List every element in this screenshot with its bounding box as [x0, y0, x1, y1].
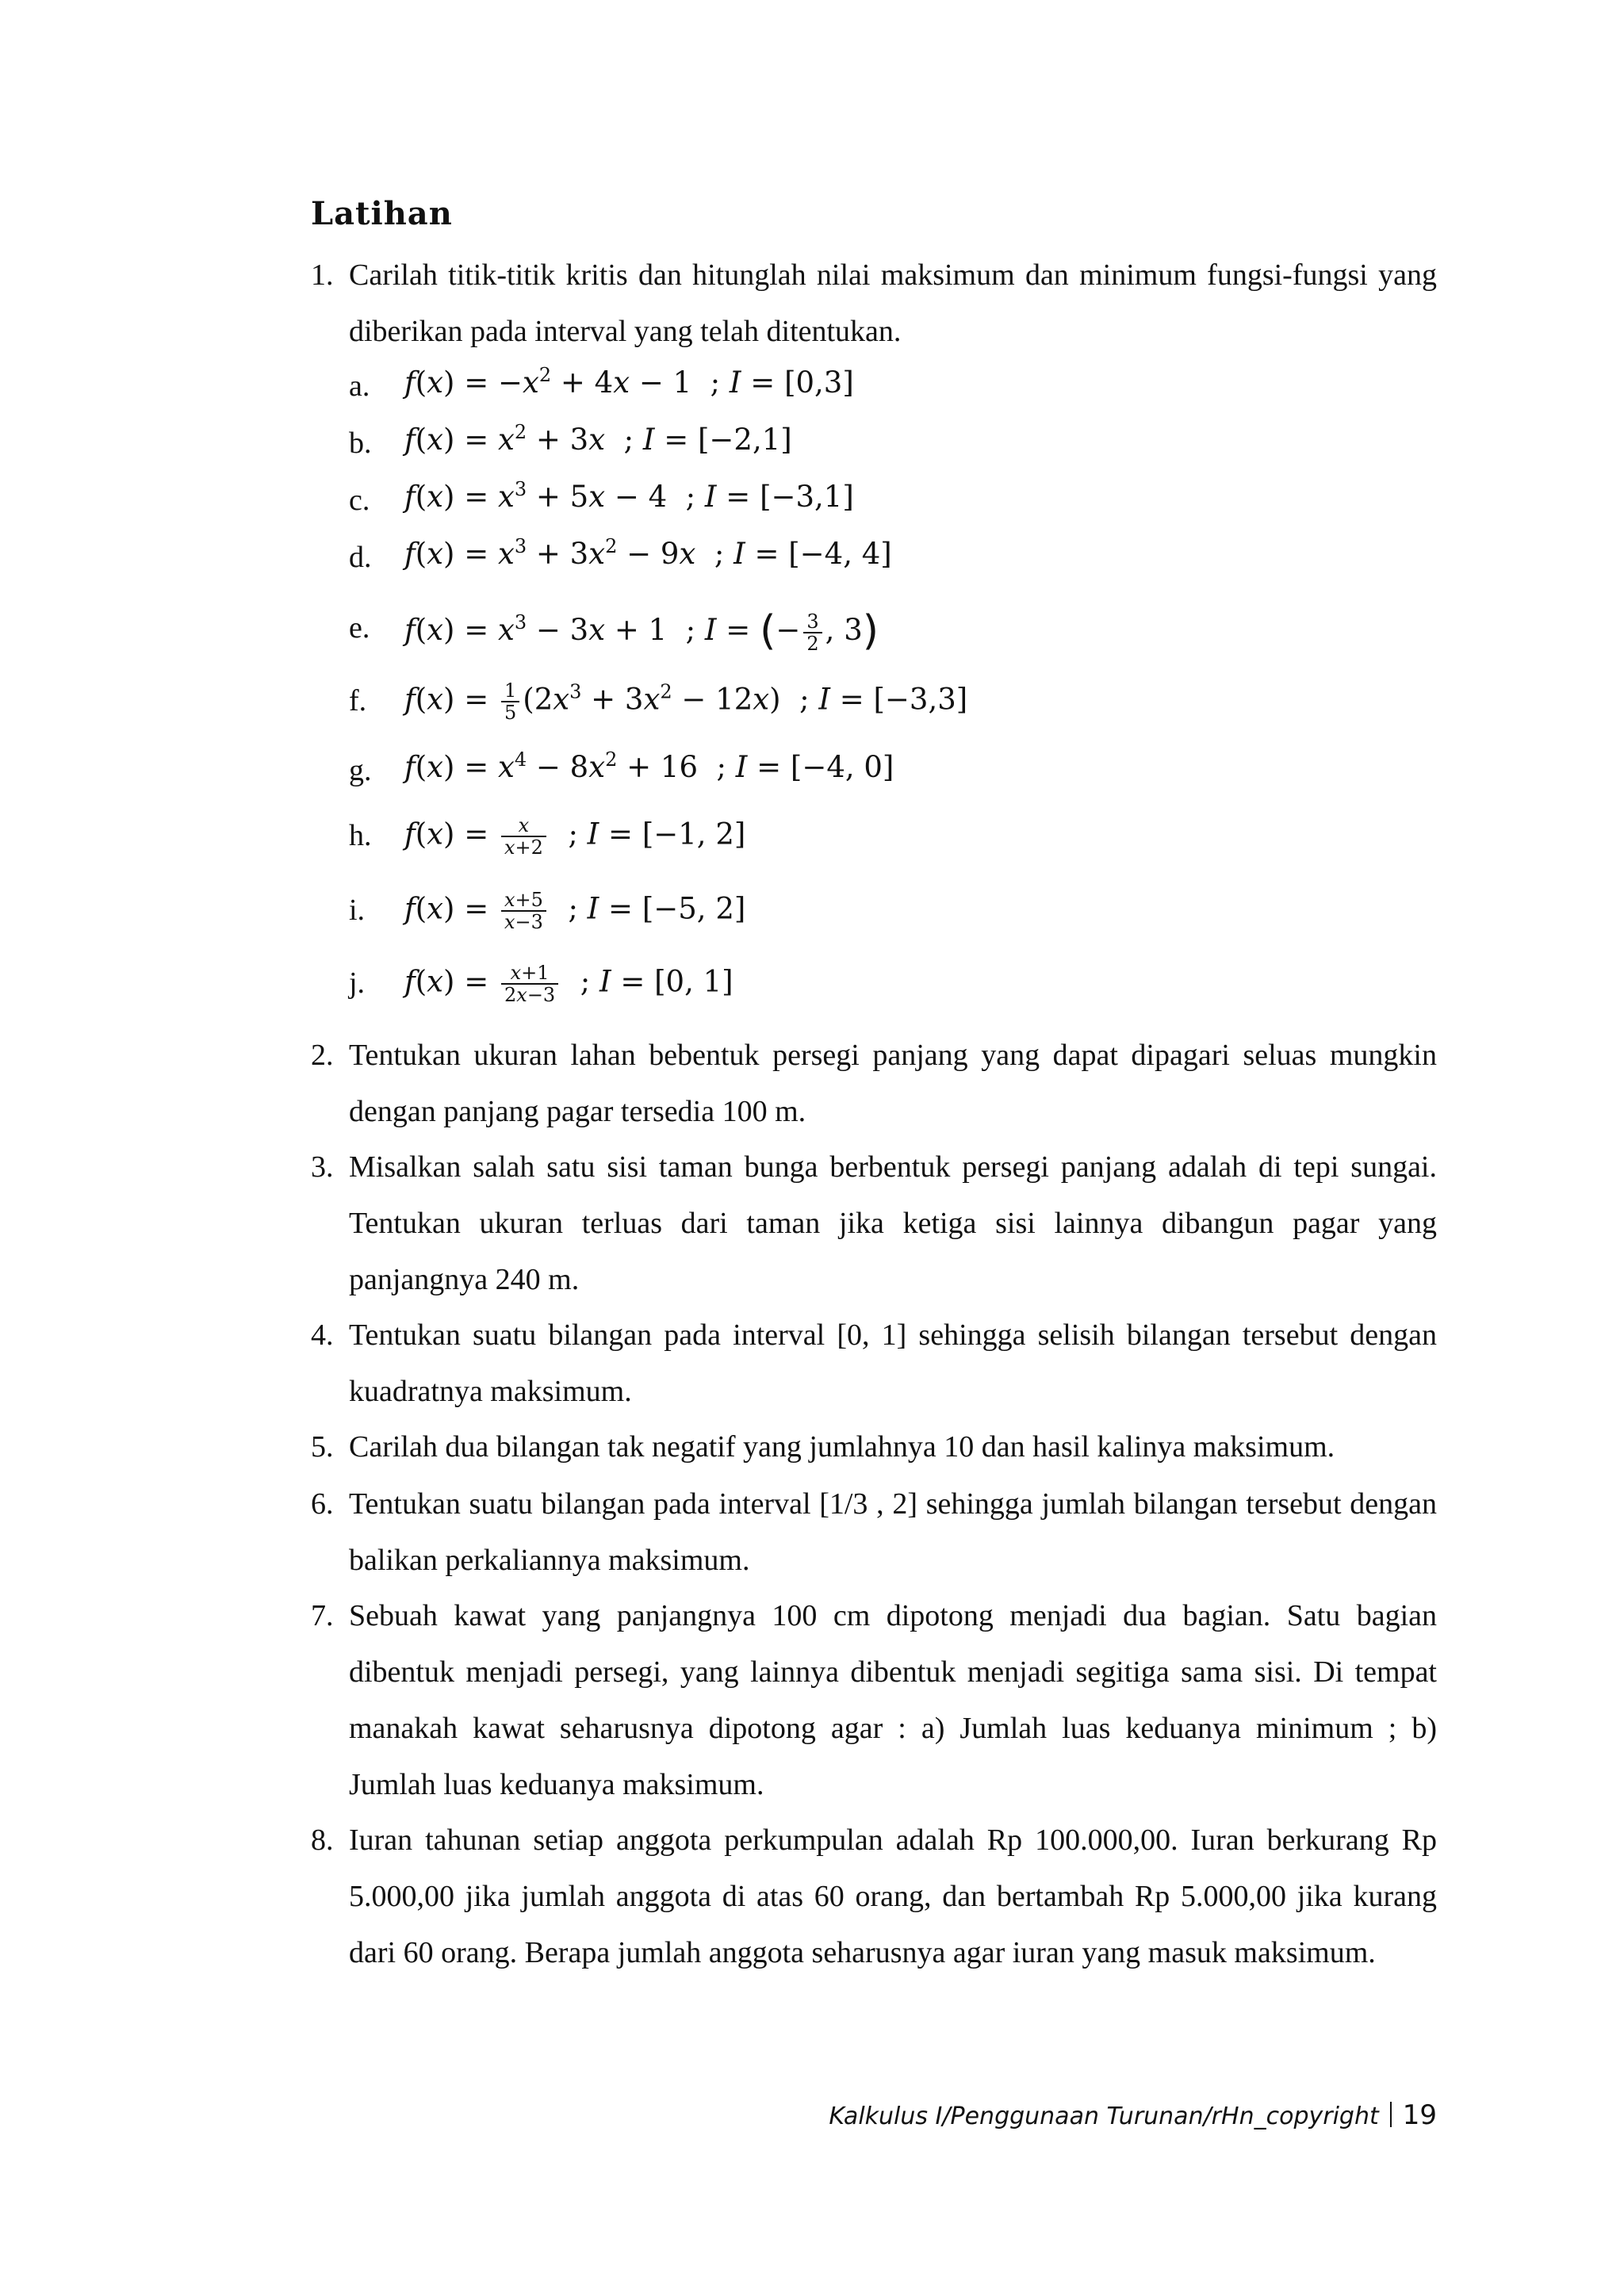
footer-text: Kalkulus I/Penggunaan Turunan/rHn_copyright	[829, 2103, 1379, 2130]
part-label: g.	[349, 754, 372, 787]
question-4	[311, 1307, 1437, 1420]
question-8	[311, 1812, 1437, 2038]
math-expression: $f(x) = x^3 + 3x^2 - 9x$ ; I = [−4, 4]	[404, 535, 892, 571]
question-text: Tentukan suatu bilangan pada interval [1/3 , 2] sehingga jumlah bilangan tersebut dengan balikan perkaliannya maksimum.	[349, 1487, 1437, 1577]
question-number: 8.	[311, 1823, 334, 1857]
math-expression: f(x) = $\frac{x+1}{2x-3}$ ; I = [0, 1]	[404, 962, 733, 1006]
page-footer	[829, 2099, 1437, 2131]
part-label: j.	[349, 966, 366, 1000]
section-heading: Latihan	[311, 195, 453, 232]
question-text: Tentukan suatu bilangan pada interval [0, 1] sehingga selisih bilangan tersebut dengan kuadratnya maksimum.	[349, 1318, 1437, 1408]
part-label: f.	[349, 684, 367, 718]
math-expression: $f(x) = x^3 - 3x + 1$ ; I = (− $\frac{3}{2}$ , 3)	[404, 607, 879, 655]
question-1	[311, 247, 1437, 360]
footer-divider	[1390, 2102, 1392, 2127]
question-number: 5.	[311, 1430, 334, 1464]
question-number: 3.	[311, 1150, 334, 1184]
question-7	[311, 1588, 1437, 1813]
question-text: Carilah titik-titik kritis dan hitunglah nilai maksimum dan minimum fungsi-fungsi yang diberikan pada interval yang telah ditentukan.	[349, 258, 1437, 348]
question-number: 7.	[311, 1599, 334, 1632]
part-label: e.	[349, 611, 370, 645]
part-label: i.	[349, 894, 366, 927]
question-text: Sebuah kawat yang panjangnya 100 cm dipotong menjadi dua bagian. Satu bagian dibentuk menjadi persegi, yang lainnya dibentuk menjadi segitiga sama sisi. Di tempat manakah kawat seharusnya dipotong agar : a) Jumlah luas keduanya minimum ; b) Jumlah luas keduanya maksimum.	[349, 1599, 1437, 1801]
math-expression: f(x) = $\frac{x+5}{x-3}$ ; I = [−5, 2]	[404, 889, 746, 933]
part-label: a.	[349, 369, 370, 403]
question-number: 4.	[311, 1318, 334, 1352]
page-number: 19	[1402, 2099, 1437, 2131]
question-number: 2.	[311, 1039, 334, 1072]
math-expression: $f(x) = x^3 + 5x - 4$ ; I = [−3,1]	[404, 478, 854, 514]
math-expression: $f(x) = -x^2 + 4x - 1$ ; I = [0,3]	[404, 364, 854, 400]
part-label: c.	[349, 484, 370, 517]
question-5	[311, 1419, 1437, 1475]
part-label: b.	[349, 427, 372, 460]
question-text: Misalkan salah satu sisi taman bunga berbentuk persegi panjang adalah di tepi sungai. Tentukan ukuran terluas dari taman jika ketiga sisi lainnya dibangun pagar yang panjangnya 240 m.	[349, 1150, 1437, 1296]
part-label: h.	[349, 819, 372, 852]
math-expression: $f(x) = x^4 - 8x^2 + 16$ ; I = [−4, 0]	[404, 748, 894, 784]
question-text: Iuran tahunan setiap anggota perkumpulan adalah Rp 100.000,00. Iuran berkurang Rp 5.000,00 jika jumlah anggota di atas 60 orang, dan bertambah Rp 5.000,00 jika kurang dari 60 orang. Berapa jumlah anggota seharusnya agar iuran yang masuk maksimum.	[349, 1823, 1437, 1969]
math-expression: $f(x) = x^2 + 3x$ ; I = [−2,1]	[404, 421, 792, 457]
question-text: Carilah dua bilangan tak negatif yang jumlahnya 10 dan hasil kalinya maksimum.	[349, 1430, 1335, 1464]
question-6	[311, 1476, 1437, 1589]
math-expression: f(x) = $\frac{x}{x+2}$ ; I = [−1, 2]	[404, 814, 746, 859]
question-number: 1.	[311, 258, 334, 292]
math-expression: f(x) = $\frac{1}{5}$ $(2x^3 + 3x^2 - 12x)$ ; I = [−3,3]	[404, 679, 968, 724]
question-2	[311, 1027, 1437, 1140]
part-label: d.	[349, 541, 372, 574]
question-number: 6.	[311, 1487, 334, 1521]
question-3	[311, 1139, 1437, 1308]
question-text: Tentukan ukuran lahan bebentuk persegi panjang yang dapat dipagari seluas mungkin dengan panjang pagar tersedia 100 m.	[349, 1039, 1437, 1128]
